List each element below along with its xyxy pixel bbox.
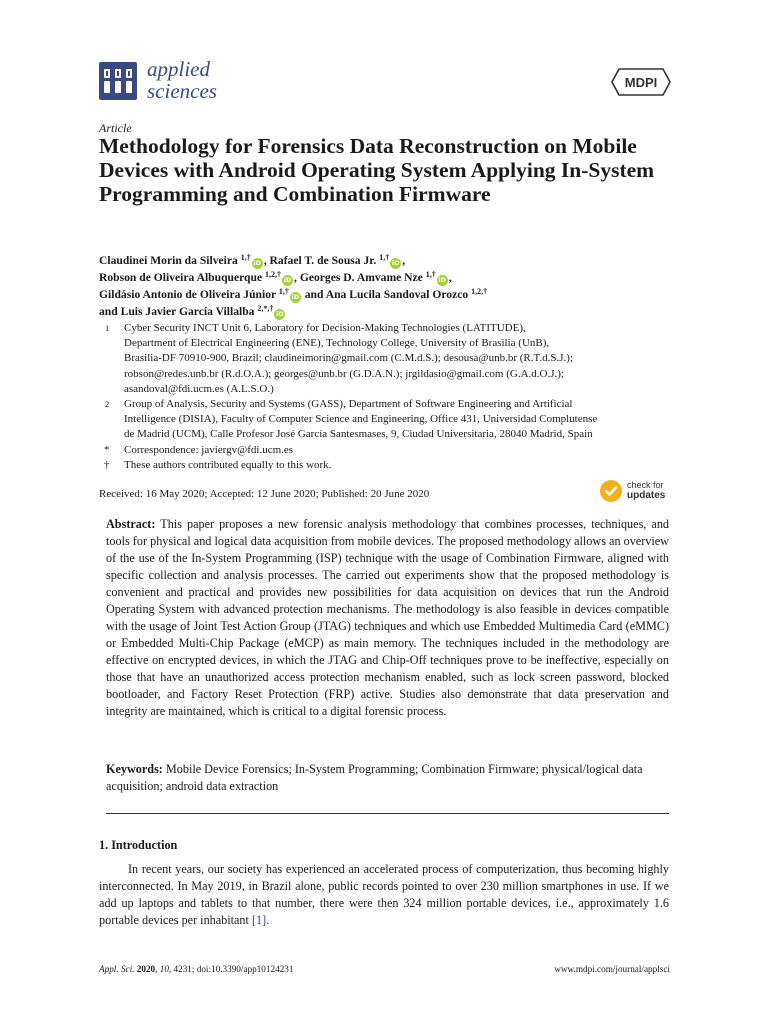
author-name: Gildásio Antonio de Oliveira Júnior (99, 288, 276, 301)
check-updates-icon (600, 480, 622, 502)
author-name: Rafael T. de Sousa Jr. (269, 254, 377, 267)
section-heading-introduction: 1. Introduction (99, 838, 178, 852)
affiliation-mark: * (104, 443, 110, 456)
author-name: Claudinei Morin da Silveira (99, 254, 238, 267)
mdpi-logo (611, 68, 671, 96)
affiliation-1: 1 Cyber Security INCT Unit 6, Laboratory for Decision-Making Technologies (LATITUDE), Department of Electrical Engineering (ENE), Technology College, University of Brasilia (UnB), Brasilia-DF 70910-900, Brazil; claudineimorin@gmail.com (C.M.d.S.); desousa@unb.br (R.T.d.S.J.); robson@redes.unb.br (R.d.O.A.); georges@unb.br (G.D.A.N.); jrgildasio@gmail.com (G.A.d.O.J.); asandoval@fdi.ucm.es (A.L.S.O.) (105, 322, 574, 395)
check-updates-line1: check for (627, 480, 664, 490)
paper-title: Methodology for Forensics Data Reconstruction on Mobile Devices with Android Operating System Applying In-System Programming and Combination Firmware (99, 134, 655, 206)
footer-citation: Appl. Sci. 2020, 10, 4231; doi:10.3390/app10124231 (99, 964, 294, 974)
abstract-text: This paper proposes a new forensic analysis methodology that combines processes, techniques, and tools for physical and logical data acquisition from mobile devices. The proposed methodology allows an overview of the use of the In-System Programming (ISP) technique with the usage of Combination Firmware, aligned with specific collection and analysis processes. The carried out experiments show that the proposed methodology is convenient and practical and provides new possibilities for data acquisition on devices that run the Android Operating System with advanced protection mechanisms. The methodology is also feasible in devices compatible with the usage of Joint Test Action Group (JTAG) techniques and which use Embedded Multimedia Card (eMMC) or Embedded Multi-Chip Package (eMCP) as main memory. The techniques included in the methodology are effective on encrypted devices, in which the JTAG and Chip-Off techniques prove to be ineffective, especially on those that have an unauthorized access protection mechanism enabled, such as lock screen password, blocked bootloader, and Factory Reset Protection (FRP) active. Studies also demonstrate that data preservation and integrity are maintained, which is critical to a digital forensic process. (106, 517, 670, 718)
footer-journal-url[interactable]: www.mdpi.com/journal/applsci (554, 964, 670, 974)
keywords (106, 761, 669, 795)
journal-logo-icon (99, 62, 137, 100)
affiliation-mark: 2 (105, 399, 110, 410)
keywords-text: Mobile Device Forensics; In-System Programming; Combination Firmware; physical/logical data acquisition; android data extraction (106, 762, 643, 793)
affiliation-mark: 1 (105, 323, 110, 333)
orcid-icon[interactable]: iD (438, 276, 447, 284)
affiliation-list (99, 321, 679, 473)
article-type: Article (99, 121, 132, 135)
affiliation-mark: † (104, 458, 110, 471)
orcid-icon[interactable]: iD (291, 293, 300, 301)
keywords-label: Keywords: (106, 762, 163, 776)
orcid-icon[interactable]: iD (283, 276, 292, 284)
check-for-updates-badge[interactable] (600, 478, 675, 506)
author-list: Claudinei Morin da Silveira $^{1,\dagger}$iD , Rafael T. de Sousa Jr. $^{1,\dagger}$iD , Robson de Oliveira Albuquerque $^{1,2,\dagger}$iD , Georges D. Amvame Nze $^{1,\dagger}$iD , Gildásio Antonio de Oliveira Júnior $^{1,\dagger}$iD and Ana Lucila Sandoval Orozco $^{1,2,\dagger}$ and Luis Javier García Villalba $^{2,*,\dagger}$iD (99, 253, 488, 318)
orcid-icon[interactable]: iD (276, 310, 284, 318)
abstract (106, 516, 669, 720)
author-name: Robson de Oliveira Albuquerque (99, 271, 263, 284)
orcid-icon[interactable]: iD (253, 259, 262, 267)
journal-logo (99, 58, 244, 108)
author-name: and Luis Javier García Villalba (99, 305, 255, 318)
author-name: Ana Lucila Sandoval Orozco (325, 288, 469, 301)
publisher-name: MDPI (624, 75, 658, 90)
introduction-paragraph: In recent years, our society has experienced an accelerated process of computerization, thus becoming highly interconnected. In May 2019, in Brazil alone, public records pointed to over 230 million smartphones in use. If we add up laptops and tablets to that number, there were then 324 million portable devices, i.e., approximately 1.6 portable devices per inhabitant [1]. (99, 862, 669, 927)
equal-contribution-note: † These authors contributed equally to this work. (99, 458, 679, 473)
publication-dates: Received: 16 May 2020; Accepted: 12 June 2020; Published: 20 June 2020 (99, 488, 430, 500)
journal-name-line1: applied (147, 57, 210, 81)
citation-link[interactable]: [1] (251, 913, 267, 927)
journal-name-line2: sciences (147, 79, 217, 103)
author-name: Georges D. Amvame Nze (299, 271, 423, 284)
correspondence: * Correspondence: javiergv@fdi.ucm.es (99, 443, 679, 458)
abstract-label: Abstract: (106, 517, 156, 531)
check-updates-line2: updates (627, 490, 666, 501)
affiliation-2: 2 Group of Analysis, Security and Systems (GASS), Department of Software Engineering and Artificial Intelligence (DISIA), Faculty of Computer Science and Engineering, Office 431, Universidad Complutense de Madrid (UCM), Calle Profesor José García Santesmases, 9, Ciudad Universitaria, 28040 Madrid, Spain (105, 398, 598, 441)
section-divider (106, 813, 669, 814)
orcid-icon[interactable]: iD (391, 259, 400, 267)
